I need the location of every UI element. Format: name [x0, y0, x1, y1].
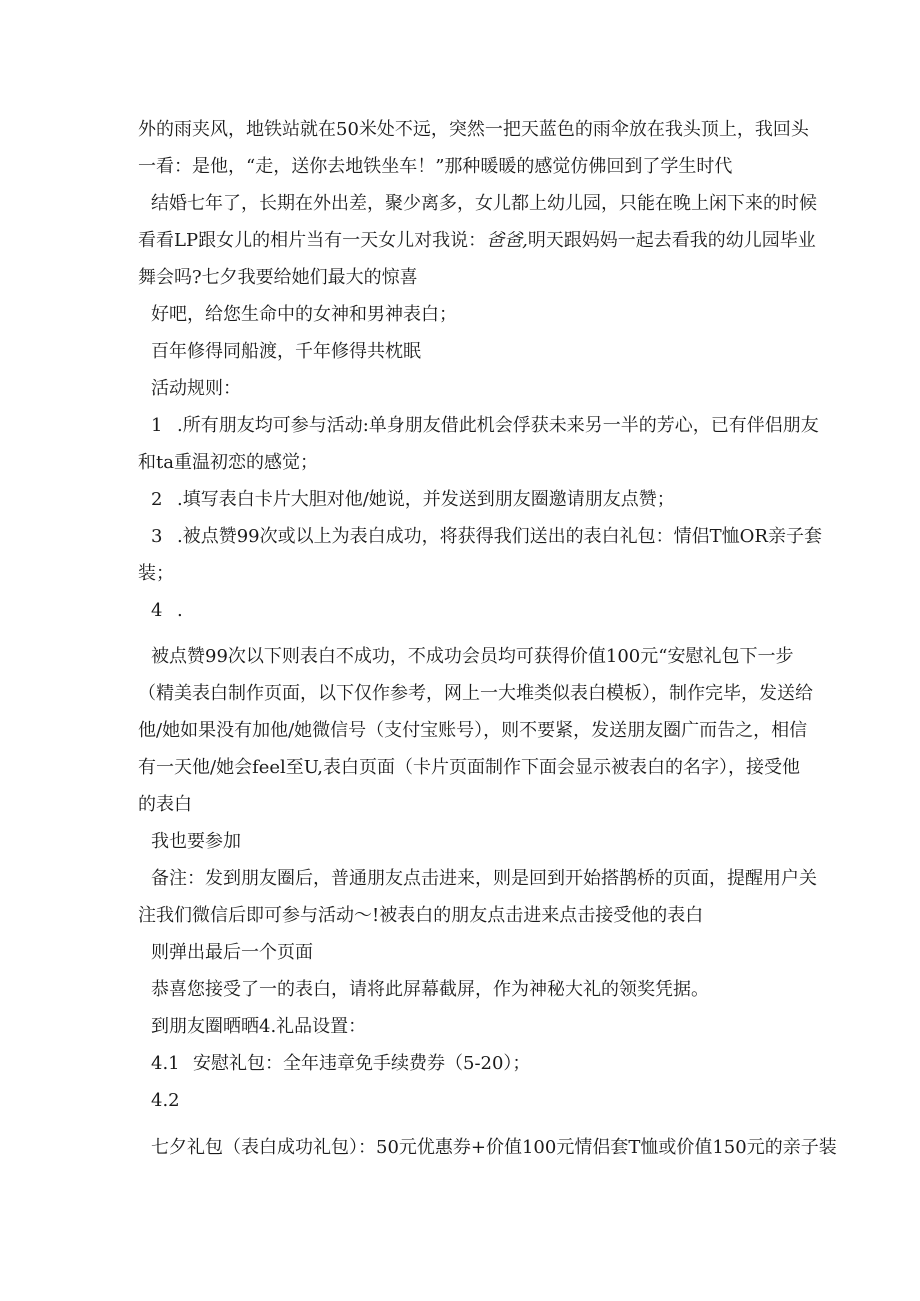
rule-text: .所有朋友均可参与活动:单身朋友借此机会俘获未来另一半的芳心，已有伴侣朋友	[177, 415, 819, 436]
rule-number: 2	[151, 489, 163, 510]
paragraph-line: 七夕礼包（表白成功礼包）：50元优惠券+价值100元情侣套T恤或价值150元的亲子装	[151, 1137, 837, 1158]
paragraph-line: 恭喜您接受了一的表白，请将此屏幕截屏，作为神秘大礼的领奖凭据。	[151, 979, 709, 1000]
paragraph-line: 被点赞99次以下则表白不成功，不成功会员均可获得价值100元“安慰礼包下一步	[151, 646, 794, 667]
paragraph-line: 注我们微信后即可参与活动～!被表白的朋友点击进来点击接受他的表白	[138, 905, 704, 926]
paragraph-line: 我也要参加	[151, 831, 241, 852]
paragraph-line: 备注：发到朋友圈后，普通朋友点击进来，则是回到开始搭鹊桥的页面，提醒用户关	[151, 868, 817, 889]
paragraph-line: 和ta重温初恋的感觉；	[138, 452, 318, 473]
paragraph-line: 的表白	[138, 794, 192, 815]
gift-text: 安慰礼包：全年违章免手续费券（5-20）；	[193, 1053, 531, 1074]
paragraph-line: 到朋友圈晒晒4.礼品设置：	[151, 1016, 367, 1037]
rule-item-4	[151, 599, 183, 623]
gift-item-4-1	[151, 1052, 530, 1076]
gift-number: 4.1	[151, 1053, 180, 1074]
rule-text: .被点赞99次或以上为表白成功，将获得我们送出的表白礼包：情侣T恤OR亲子套	[177, 526, 822, 547]
gift-item-4-2: 4.2	[151, 1090, 180, 1111]
paragraph-line: 装；	[138, 563, 174, 584]
rule-item-2	[151, 488, 675, 512]
paragraph-line: 则弹出最后一个页面	[151, 942, 313, 963]
rule-text: .填写表白卡片大胆对他/她说，并发送到朋友圈邀请朋友点赞；	[177, 489, 675, 510]
paragraph-line: 好吧，给您生命中的女神和男神表白；	[151, 304, 457, 325]
paragraph-line: 舞会吗?七夕我要给她们最大的惊喜	[138, 267, 418, 288]
rule-number: 3	[151, 526, 163, 547]
rule-item-1	[151, 414, 819, 438]
rule-text: .	[177, 600, 183, 621]
paragraph-line	[138, 229, 816, 253]
section-heading: 活动规则：	[151, 378, 241, 399]
rule-item-3	[151, 525, 822, 549]
paragraph-line: 结婚七年了，长期在外出差，聚少离多，女儿都上幼儿园，只能在晚上闲下来的时候	[151, 193, 817, 214]
rule-number: 4	[151, 600, 163, 621]
text-span: 明天跟妈妈一起去看我的幼儿园毕业	[527, 230, 816, 251]
paragraph-line: （精美表白制作页面，以下仅作参考，网上一大堆类似表白模板），制作完毕，发送给	[138, 683, 813, 704]
paragraph-line: 外的雨夹风，地铁站就在50米处不远，突然一把天蓝色的雨伞放在我头顶上，我回头	[138, 119, 809, 140]
quote-span: 爸爸,	[486, 230, 528, 251]
paragraph-line: 有一天他/她会feel至U,表白页面（卡片页面制作下面会显示被表白的名字），接受他	[138, 757, 801, 778]
paragraph-line: 一看：是他，“走，送你去地铁坐车！”那种暖暖的感觉仿佛回到了学生时代	[138, 156, 733, 177]
paragraph-line: 百年修得同船渡，千年修得共枕眠	[151, 341, 421, 362]
rule-number: 1	[151, 415, 163, 436]
paragraph-line: 他/她如果没有加他/她微信号（支付宝账号），则不要紧，发送朋友圈广而告之，相信	[138, 720, 808, 741]
text-span: 看看LP跟女儿的相片当有一天女儿对我说：	[138, 230, 487, 251]
